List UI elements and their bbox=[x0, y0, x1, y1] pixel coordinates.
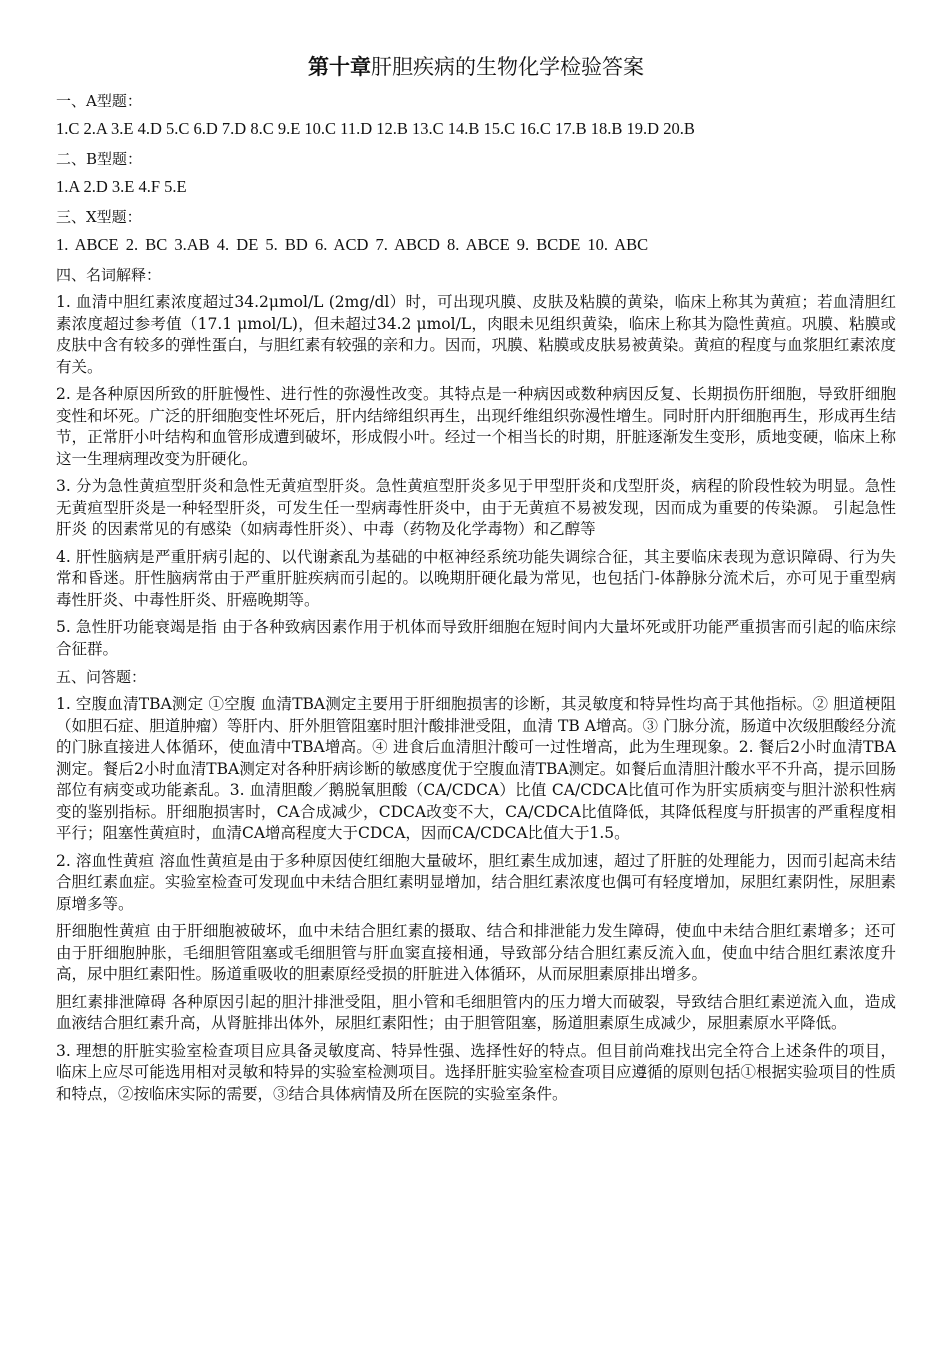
term-paragraph: 2. 是各种原因所致的肝脏慢性、进行性的弥漫性改变。其特点是一种病因或数种病因反复、长期损伤肝细胞，导致肝细胞变性和坏死。广泛的肝细胞变性坏死后，肝内结缔组织再生，出现纤维组织弥漫性增生。同时肝内肝细胞再生，形成再生结节，正常肝小叶结构和血管形成遭到破坏，形成假小叶。经过一个相当长的时期，肝脏逐渐发生变形，质地变硬，临床上称这一生理病理改变为肝硬化。 bbox=[56, 385, 896, 468]
qa-paragraph: 1. 空腹血清TBA测定 ①空腹 血清TBA测定主要用于肝细胞损害的诊断，其灵敏度和特异性均高于其他指标。② 胆道梗阻（如胆石症、胆道肿瘤）等肝内、肝外胆管阻塞时胆汁酸排泄受阻，血清 TB A增高。③ 门脉分流，肠道中次级胆酸经分流的门脉直接进人体循环，使血清中TBA增高。④ 进食后血清胆汁酸可一过性增高，此为生理现象。2. 餐后2小时血清TBA测定。餐后2小时血清TBA测定对各种肝病诊断的敏感度优于空腹血清TBA测定。如餐后血清胆汁酸水平不升高，提示回肠部位有病变或功能紊乱。3. 血清胆酸／鹅脱氧胆酸（CA/CDCA）比值 CA/CDCA比值可作为肝实质病变与胆汁淤积性病变的鉴别指标。肝细胞损害时，CA合成减少，CDCA改变不大，CA/CDCA比值降低，其降低程度与肝损害的严重程度相平行；阻塞性黄疸时，血清CA增高程度大于CDCA，因而CA/CDCA比值大于1.5。 bbox=[56, 695, 896, 842]
term-paragraph: 3. 分为急性黄疸型肝炎和急性无黄疸型肝炎。急性黄疸型肝炎多见于甲型肝炎和戊型肝炎，病程的阶段性较为明显。急性无黄疸型肝炎是一种轻型肝炎，可发生任一型病毒性肝炎中，由于无黄疸不易被发现，因而成为重要的传染源。 引起急性 肝炎 的因素常见的有感染（如病毒性肝炎）、中毒（药物及化学毒物）和乙醇等 bbox=[56, 477, 896, 538]
section-heading-terms: 四、名词解释： bbox=[56, 266, 162, 284]
answers-x: 1. ABCE 2. BC 3.AB 4. DE 5. BD 6. ACD 7. ABCD 8. ABCE 9. BCDE 10. ABC bbox=[56, 235, 649, 254]
title-text: 肝胆疾病的生物化学检验答案 bbox=[371, 55, 644, 79]
answers-b: 1.A 2.D 3.E 4.F 5.E bbox=[56, 177, 187, 196]
term-paragraph: 1. 血清中胆红素浓度超过34.2μmol/L (2mg/dl）时，可出现巩膜、皮肤及粘膜的黄染，临床上称其为黄疸；若血清胆红素浓度超过参考值（17.1 μmol/L)，但未超过34.2 μmol/L，肉眼未见组织黄染，临床上称其为隐性黄疸。巩膜、粘膜或皮肤中含有较多的弹性蛋白，与胆红素有较强的亲和力。因而，巩膜、粘膜或皮肤易被黄染。黄疸的程度与血浆胆红素浓度有关。 bbox=[56, 293, 896, 376]
answers-a: 1.C 2.A 3.E 4.D 5.C 6.D 7.D 8.C 9.E 10.C 11.D 12.B 13.C 14.B 15.C 16.C 17.B 18.B 19.D 20.B bbox=[56, 119, 695, 138]
qa-paragraph: 3. 理想的肝脏实验室检查项目应具备灵敏度高、特异性强、选择性好的特点。但目前尚难找出完全符合上述条件的项目，临床上应尽可能选用相对灵敏和特异的实验室检测项目。选择肝脏实验室检查项目应遵循的原则包括①根据实验项目的性质和特点，②按临床实际的需要，③结合具体病情及所在医院的实验室条件。 bbox=[56, 1041, 896, 1103]
document-page bbox=[56, 52, 896, 1111]
section-heading-qa: 五、问答题： bbox=[56, 668, 147, 686]
qa-paragraph: 肝细胞性黄疸 由于肝细胞被破坏，血中未结合胆红素的摄取、结合和排泄能力发生障碍，使血中未结合胆红素增多；还可由于肝细胞肿胀，毛细胆管阻塞或毛细胆管与肝血窦直接相通，导致部分结合胆红素反流入血，使血中结合胆红素浓度升高，尿中胆红素阳性。肠道重吸收的胆素原经受损的肝脏进入体循环，从而尿胆素原排出增多。 bbox=[56, 922, 896, 983]
chapter-label: 第十章 bbox=[308, 55, 371, 79]
qa-paragraph: 2. 溶血性黄疸 溶血性黄疸是由于多种原因使红细胞大量破坏，胆红素生成加速，超过了肝脏的处理能力，因而引起高未结合胆红素血症。实验室检查可发现血中未结合胆红素明显增加，结合胆红素浓度也偶可有轻度增加，尿胆红素阴性，尿胆素原增多等。 bbox=[56, 851, 896, 913]
section-heading-a: 一、A型题： bbox=[56, 92, 142, 110]
section-heading-x: 三、X型题： bbox=[56, 208, 142, 226]
term-paragraph: 5. 急性肝功能衰竭是指 由于各种致病因素作用于机体而导致肝细胞在短时间内大量坏死或肝功能严重损害而引起的临床综合征群。 bbox=[56, 618, 896, 658]
section-heading-b: 二、B型题： bbox=[56, 150, 143, 168]
qa-paragraph: 胆红素排泄障碍 各种原因引起的胆汁排泄受阻，胆小管和毛细胆管内的压力增大而破裂，导致结合胆红素逆流入血，造成血液结合胆红素升高，从肾脏排出体外，尿胆红素阳性；由于胆管阻塞，肠道胆素原生成减少，尿胆素原水平降低。 bbox=[56, 992, 896, 1032]
term-paragraph: 4. 肝性脑病是严重肝病引起的、以代谢紊乱为基础的中枢神经系统功能失调综合征，其主要临床表现为意识障碍、行为失常和昏迷。肝性脑病常由于严重肝脏疾病而引起的。以晚期肝硬化最为常见，也包括门-体静脉分流术后，亦可见于重型病毒性肝炎、中毒性肝炎、肝癌晚期等。 bbox=[56, 547, 896, 609]
page-title bbox=[56, 52, 896, 82]
